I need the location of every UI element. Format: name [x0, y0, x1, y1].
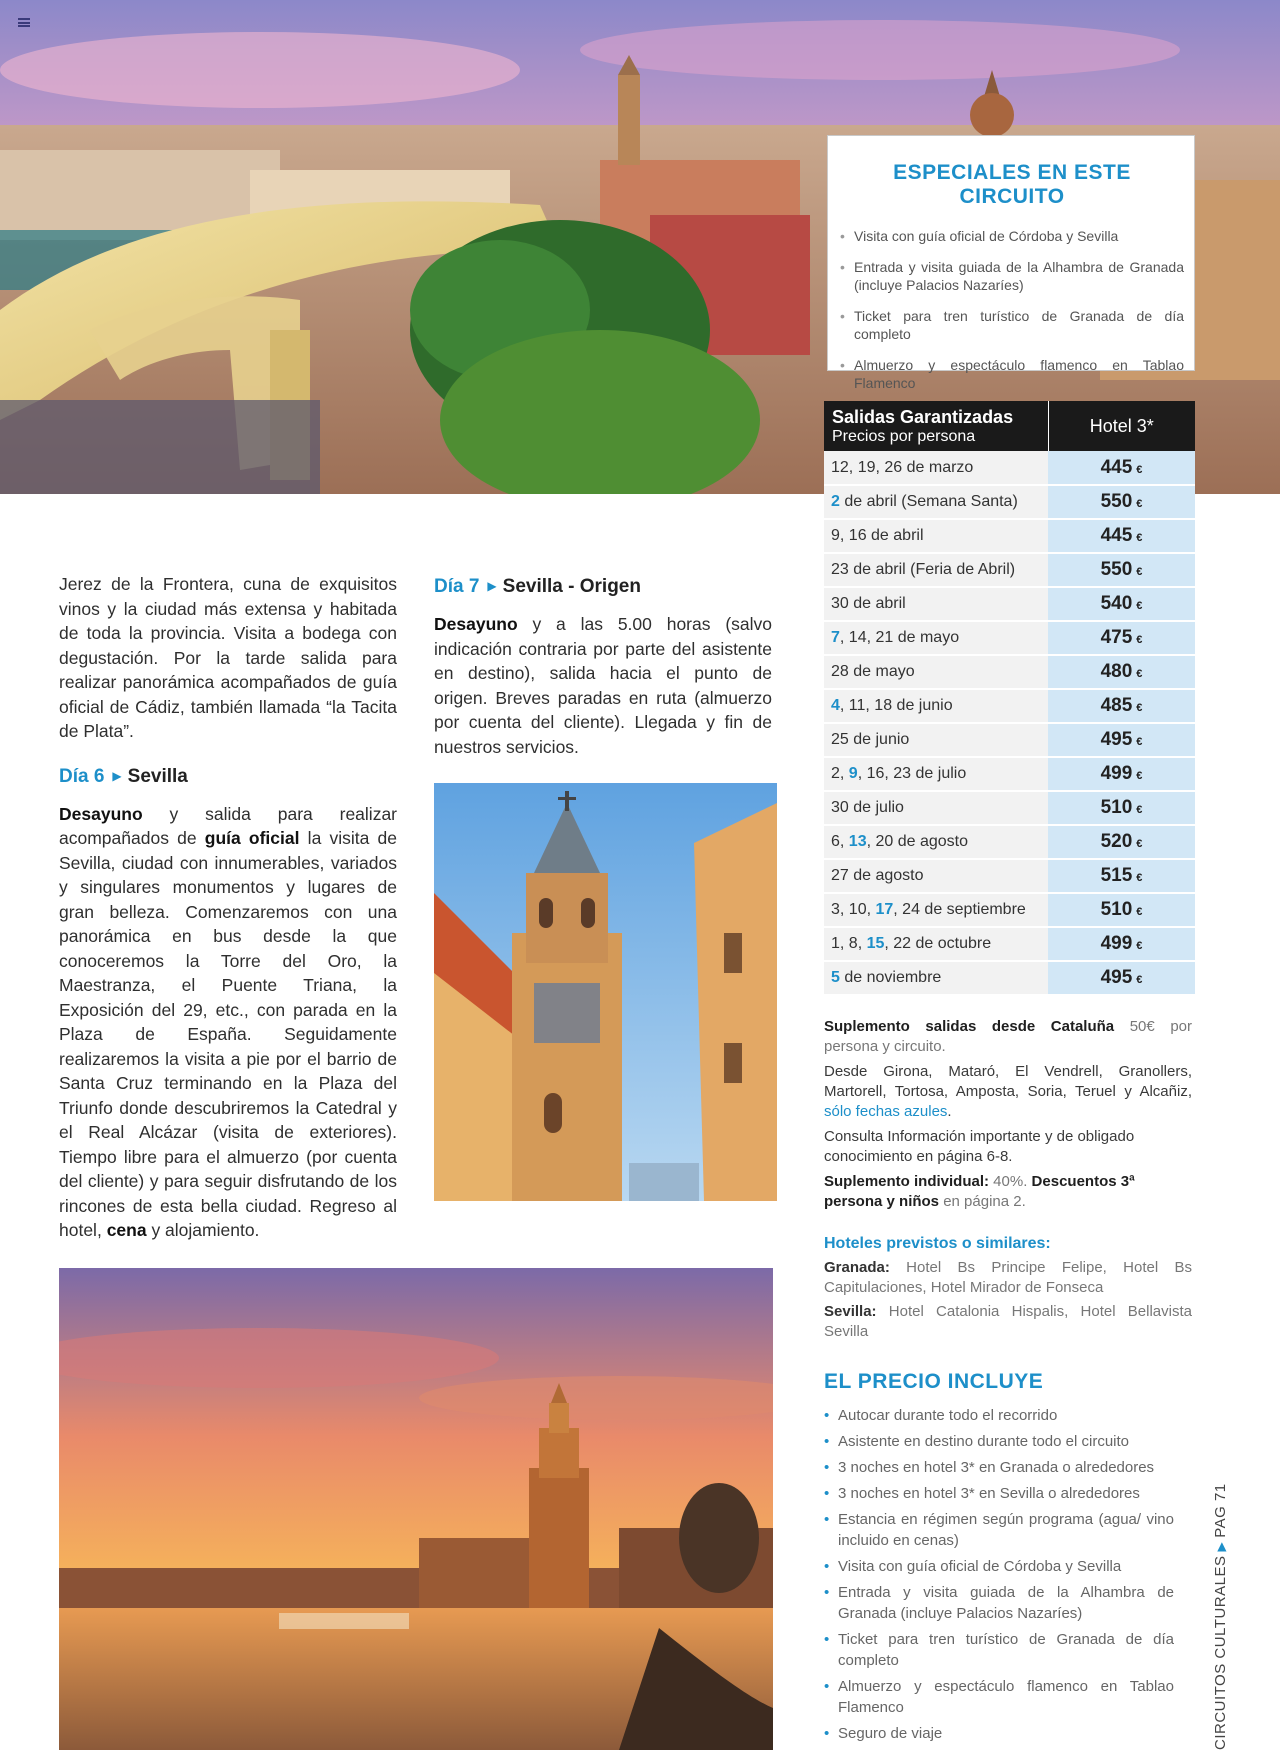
cataluna-label: Suplemento salidas desde Cataluña — [824, 1018, 1115, 1035]
day6-bold-guia: guía oficial — [204, 828, 300, 848]
departure-date — [824, 655, 1048, 689]
price-cell — [1048, 621, 1195, 655]
descuentos-text: en página 2. — [939, 1193, 1026, 1210]
price-value: 495 — [1100, 729, 1133, 750]
price-cell — [1048, 587, 1195, 621]
suplemento-note — [824, 1172, 1192, 1212]
euro-symbol: € — [1136, 600, 1143, 612]
includes-item: • 3 noches en hotel 3* en Sevilla o alrededores — [824, 1483, 1174, 1504]
sevilla-label: Sevilla: — [824, 1303, 877, 1320]
highlighted-date: 9 — [848, 765, 858, 782]
day6-text-part: la visita de Sevilla, ciudad con innumerables, variados y singulares monumentos y lugares de gran belleza. Comenzaremos con una panorámica en bus desde la que conoceremos la Torre del Oro, la Maestranza, el Puente Triana, la Exposición del 29, etc., con parada en la Plaza de España. Seguidamente realizaremos la visita a pie por el barrio de Santa Cruz terminando en la Plaza del Triunfo donde descubriremos la Catedral y el Real Alcázar (visita de exteriores). Tiempo libre para el almuerzo (por cuenta del cliente) y para seguir disfrutando de los rincones de esta bella ciudad. Regreso al hotel, — [59, 828, 397, 1240]
price-row — [824, 757, 1195, 791]
price-row — [824, 927, 1195, 961]
day5-continued-text: Jerez de la Frontera, cuna de exquisitos vinos y la ciudad más extensa y habitada de toda la provincia. Visita a bodega con degustación. Por la tarde salida para realizar panorámica acompañados de guía oficial de Cádiz, también llamada “la Tacita de Plata”. — [59, 574, 397, 741]
departure-date — [824, 757, 1048, 791]
highlighted-date: 7 — [831, 629, 840, 646]
date-text: 25 de junio — [831, 731, 910, 748]
price-cell — [1048, 859, 1195, 893]
suplemento-label: Suplemento individual: — [824, 1173, 990, 1190]
date-prefix: 6, — [831, 833, 849, 850]
price-row — [824, 655, 1195, 689]
price-row — [824, 791, 1195, 825]
itinerary-column-2 — [434, 576, 772, 759]
includes-item: • 3 noches en hotel 3* en Granada o alrededores — [824, 1457, 1174, 1478]
price-row — [824, 553, 1195, 587]
cataluna-text: 50€ por persona y circuito. — [824, 1018, 1192, 1055]
departure-cities-note — [824, 1062, 1192, 1122]
hotels-title: Hoteles previstos o similares: — [824, 1235, 1051, 1252]
blue-dates-link: sólo fechas azules — [824, 1103, 948, 1120]
includes-item: • Almuerzo y espectáculo flamenco en Tablao Flamenco — [824, 1676, 1174, 1718]
day7-bold-desayuno: Desayuno — [434, 614, 518, 634]
supplements-notes — [824, 1017, 1192, 1217]
departures-header-subtitle: Precios por persona — [832, 427, 976, 445]
departure-cities-end: . — [947, 1103, 952, 1120]
price-cell — [1048, 689, 1195, 723]
price-row — [824, 859, 1195, 893]
price-value: 445 — [1100, 525, 1133, 546]
specials-item: • Ticket para tren turístico de Granada de día completo — [840, 307, 1184, 343]
euro-symbol: € — [1136, 872, 1143, 884]
day7-place: Sevilla - Origen — [502, 576, 641, 597]
departure-date — [824, 723, 1048, 757]
caret-right-icon: ▶ — [112, 768, 122, 783]
price-table-body — [824, 451, 1195, 995]
price-cell — [1048, 723, 1195, 757]
hotels-granada — [824, 1258, 1192, 1298]
price-row — [824, 451, 1195, 485]
price-value: 445 — [1100, 456, 1133, 478]
price-cell — [1048, 757, 1195, 791]
day6-label: Día 6 — [59, 765, 105, 787]
price-cell — [1048, 485, 1195, 519]
date-text: , 11, 18 de junio — [839, 697, 953, 714]
price-row — [824, 689, 1195, 723]
date-text: de abril (Semana Santa) — [839, 493, 1018, 510]
date-text: 12, 19, 26 de marzo — [831, 458, 974, 476]
granada-label: Granada: — [824, 1259, 890, 1276]
departure-date — [824, 961, 1048, 995]
day7-heading — [434, 576, 772, 598]
departure-date — [824, 553, 1048, 587]
date-text: 30 de julio — [831, 799, 904, 816]
price-value: 515 — [1100, 865, 1133, 886]
euro-symbol: € — [1136, 532, 1143, 544]
hotels-section — [824, 1234, 1192, 1346]
price-cell — [1048, 791, 1195, 825]
date-prefix: 3, 10, — [831, 901, 876, 918]
departures-header — [824, 401, 1048, 451]
suplemento-value: 40%. — [989, 1173, 1032, 1190]
price-row — [824, 485, 1195, 519]
price-value: 550 — [1100, 559, 1133, 580]
price-row — [824, 723, 1195, 757]
departure-date — [824, 689, 1048, 723]
date-text: , 22 de octubre — [884, 935, 992, 952]
departure-date — [824, 519, 1048, 553]
departure-date — [824, 621, 1048, 655]
day7-text-part: y a las 5.00 horas (salvo indicación contraria por parte del asistente en destino), salida hacia el punto de origen. Breves paradas en ruta (almuerzo por cuenta del cliente). Llegada y fin de nuestros servicios. — [434, 614, 772, 757]
price-includes-title: EL PRECIO INCLUYE — [824, 1370, 1044, 1393]
includes-item: • Estancia en régimen según programa (agua/ vino incluido en cenas) — [824, 1509, 1174, 1551]
price-row — [824, 621, 1195, 655]
price-value: 540 — [1100, 593, 1133, 614]
price-value: 510 — [1100, 899, 1133, 920]
price-value: 475 — [1100, 627, 1133, 648]
price-row — [824, 519, 1195, 553]
euro-symbol: € — [1136, 702, 1143, 714]
euro-symbol: € — [1136, 463, 1143, 476]
includes-item: • Visita con guía oficial de Córdoba y Sevilla — [824, 1556, 1174, 1577]
date-text: , 16, 23 de julio — [857, 765, 967, 782]
price-value: 510 — [1100, 797, 1133, 818]
consulta-note: Consulta Información importante y de obligado conocimiento en página 6-8. — [824, 1128, 1135, 1165]
date-text: 30 de abril — [831, 595, 906, 612]
price-value: 495 — [1100, 967, 1133, 988]
euro-symbol: € — [1136, 906, 1143, 918]
specials-item: • Visita con guía oficial de Córdoba y Sevilla — [840, 227, 1184, 245]
departures-header-title: Salidas Garantizadas — [832, 406, 1014, 427]
specials-item: • Entrada y visita guiada de la Alhambra de Granada (incluye Palacios Nazaríes) — [840, 258, 1184, 294]
price-value: 499 — [1100, 763, 1133, 784]
euro-symbol: € — [1136, 940, 1143, 952]
sevilla-hotels: Hotel Catalonia Hispalis, Hotel Bellavista Sevilla — [824, 1303, 1192, 1340]
price-value: 485 — [1100, 695, 1133, 716]
departure-date — [824, 791, 1048, 825]
day6-text-part: y salida para realizar acompañados de — [59, 803, 397, 848]
photo-church-tower — [434, 783, 777, 1201]
date-text: 28 de mayo — [831, 663, 915, 680]
day6-bold-desayuno: Desayuno — [59, 803, 143, 824]
price-value: 499 — [1100, 933, 1133, 954]
date-text: , 24 de septiembre — [893, 901, 1026, 918]
date-text: 9, 16 de abril — [831, 527, 924, 544]
date-text: 27 de agosto — [831, 867, 924, 884]
highlighted-date: 5 — [831, 969, 840, 986]
departure-date — [824, 927, 1048, 961]
departure-cities-text: Desde Girona, Mataró, El Vendrell, Granollers, Martorell, Tortosa, Amposta, Soria, Teruel y Alcañiz, — [824, 1063, 1192, 1100]
price-value: 480 — [1100, 661, 1133, 682]
caret-right-icon: ▶ — [1214, 1541, 1228, 1552]
date-text: , 20 de agosto — [866, 833, 969, 850]
menu-icon[interactable] — [18, 18, 30, 27]
price-cell — [1048, 553, 1195, 587]
price-row — [824, 587, 1195, 621]
granada-hotels: Hotel Bs Principe Felipe, Hotel Bs Capitulaciones, Hotel Mirador de Fonseca — [824, 1259, 1192, 1296]
highlighted-date: 2 — [831, 493, 840, 510]
price-cell — [1048, 961, 1195, 995]
euro-symbol: € — [1136, 804, 1143, 816]
price-table-header — [824, 401, 1195, 451]
price-value: 520 — [1100, 831, 1133, 852]
day7-text — [434, 612, 772, 759]
specials-list — [840, 227, 1184, 392]
includes-item: • Autocar durante todo el recorrido — [824, 1405, 1174, 1426]
includes-item: • Seguro de viaje — [824, 1723, 1174, 1744]
caret-right-icon: ▶ — [487, 579, 497, 593]
hotels-sevilla — [824, 1302, 1192, 1342]
price-includes-section — [824, 1370, 1174, 1749]
day7-label: Día 7 — [434, 576, 480, 597]
price-cell — [1048, 927, 1195, 961]
departure-date — [824, 825, 1048, 859]
section-name: CIRCUITOS CULTURALES — [1212, 1555, 1229, 1750]
price-row — [824, 825, 1195, 859]
specials-title: ESPECIALES EN ESTE CIRCUITO — [893, 161, 1131, 208]
date-text: de noviembre — [839, 969, 942, 986]
price-cell — [1048, 893, 1195, 927]
price-table — [824, 401, 1195, 996]
highlighted-date: 15 — [866, 935, 885, 952]
includes-item: • Entrada y visita guiada de la Alhambra de Granada (incluye Palacios Nazaríes) — [824, 1582, 1174, 1624]
euro-symbol: € — [1136, 736, 1143, 748]
day6-text-part: y alojamiento. — [146, 1220, 260, 1240]
day6-text — [59, 802, 397, 1243]
departure-date — [824, 451, 1048, 485]
page-number: PAG 71 — [1212, 1483, 1229, 1538]
includes-item: • Ticket para tren turístico de Granada de día completo — [824, 1629, 1174, 1671]
euro-symbol: € — [1136, 770, 1143, 782]
itinerary-column-1 — [59, 572, 397, 1243]
departure-date — [824, 859, 1048, 893]
includes-item: • Asistente en destino durante todo el circuito — [824, 1431, 1174, 1452]
price-includes-list — [824, 1405, 1174, 1744]
day6-heading — [59, 766, 397, 788]
price-value: 550 — [1100, 491, 1133, 512]
specials-box — [827, 135, 1195, 391]
highlighted-date: 4 — [831, 697, 840, 714]
cataluna-note — [824, 1017, 1192, 1057]
highlighted-date: 17 — [875, 901, 894, 918]
price-cell — [1048, 655, 1195, 689]
euro-symbol: € — [1136, 566, 1143, 578]
photo-torre-del-oro — [59, 1268, 773, 1750]
departure-date — [824, 893, 1048, 927]
day6-place: Sevilla — [127, 765, 188, 787]
date-prefix: 2, — [831, 765, 849, 782]
date-text: , 14, 21 de mayo — [839, 629, 960, 646]
highlighted-date: 13 — [848, 833, 867, 850]
price-row — [824, 961, 1195, 995]
descuentos-label: Descuentos 3ª persona y niños — [824, 1173, 1135, 1210]
euro-symbol: € — [1136, 838, 1143, 850]
euro-symbol: € — [1136, 974, 1143, 986]
price-cell — [1048, 825, 1195, 859]
euro-symbol: € — [1136, 634, 1143, 646]
date-text: 23 de abril (Feria de Abril) — [831, 561, 1016, 578]
euro-symbol: € — [1136, 668, 1143, 680]
euro-symbol: € — [1136, 498, 1143, 510]
page-footer-vertical — [1212, 1483, 1229, 1750]
day6-bold-cena: cena — [106, 1220, 147, 1240]
hotel-header: Hotel 3* — [1048, 401, 1195, 451]
price-cell — [1048, 519, 1195, 553]
departure-date — [824, 485, 1048, 519]
date-prefix: 1, 8, — [831, 935, 867, 952]
specials-item: • Almuerzo y espectáculo flamenco en Tablao Flamenco — [840, 356, 1184, 392]
departure-date — [824, 587, 1048, 621]
price-row — [824, 893, 1195, 927]
price-cell — [1048, 451, 1195, 485]
